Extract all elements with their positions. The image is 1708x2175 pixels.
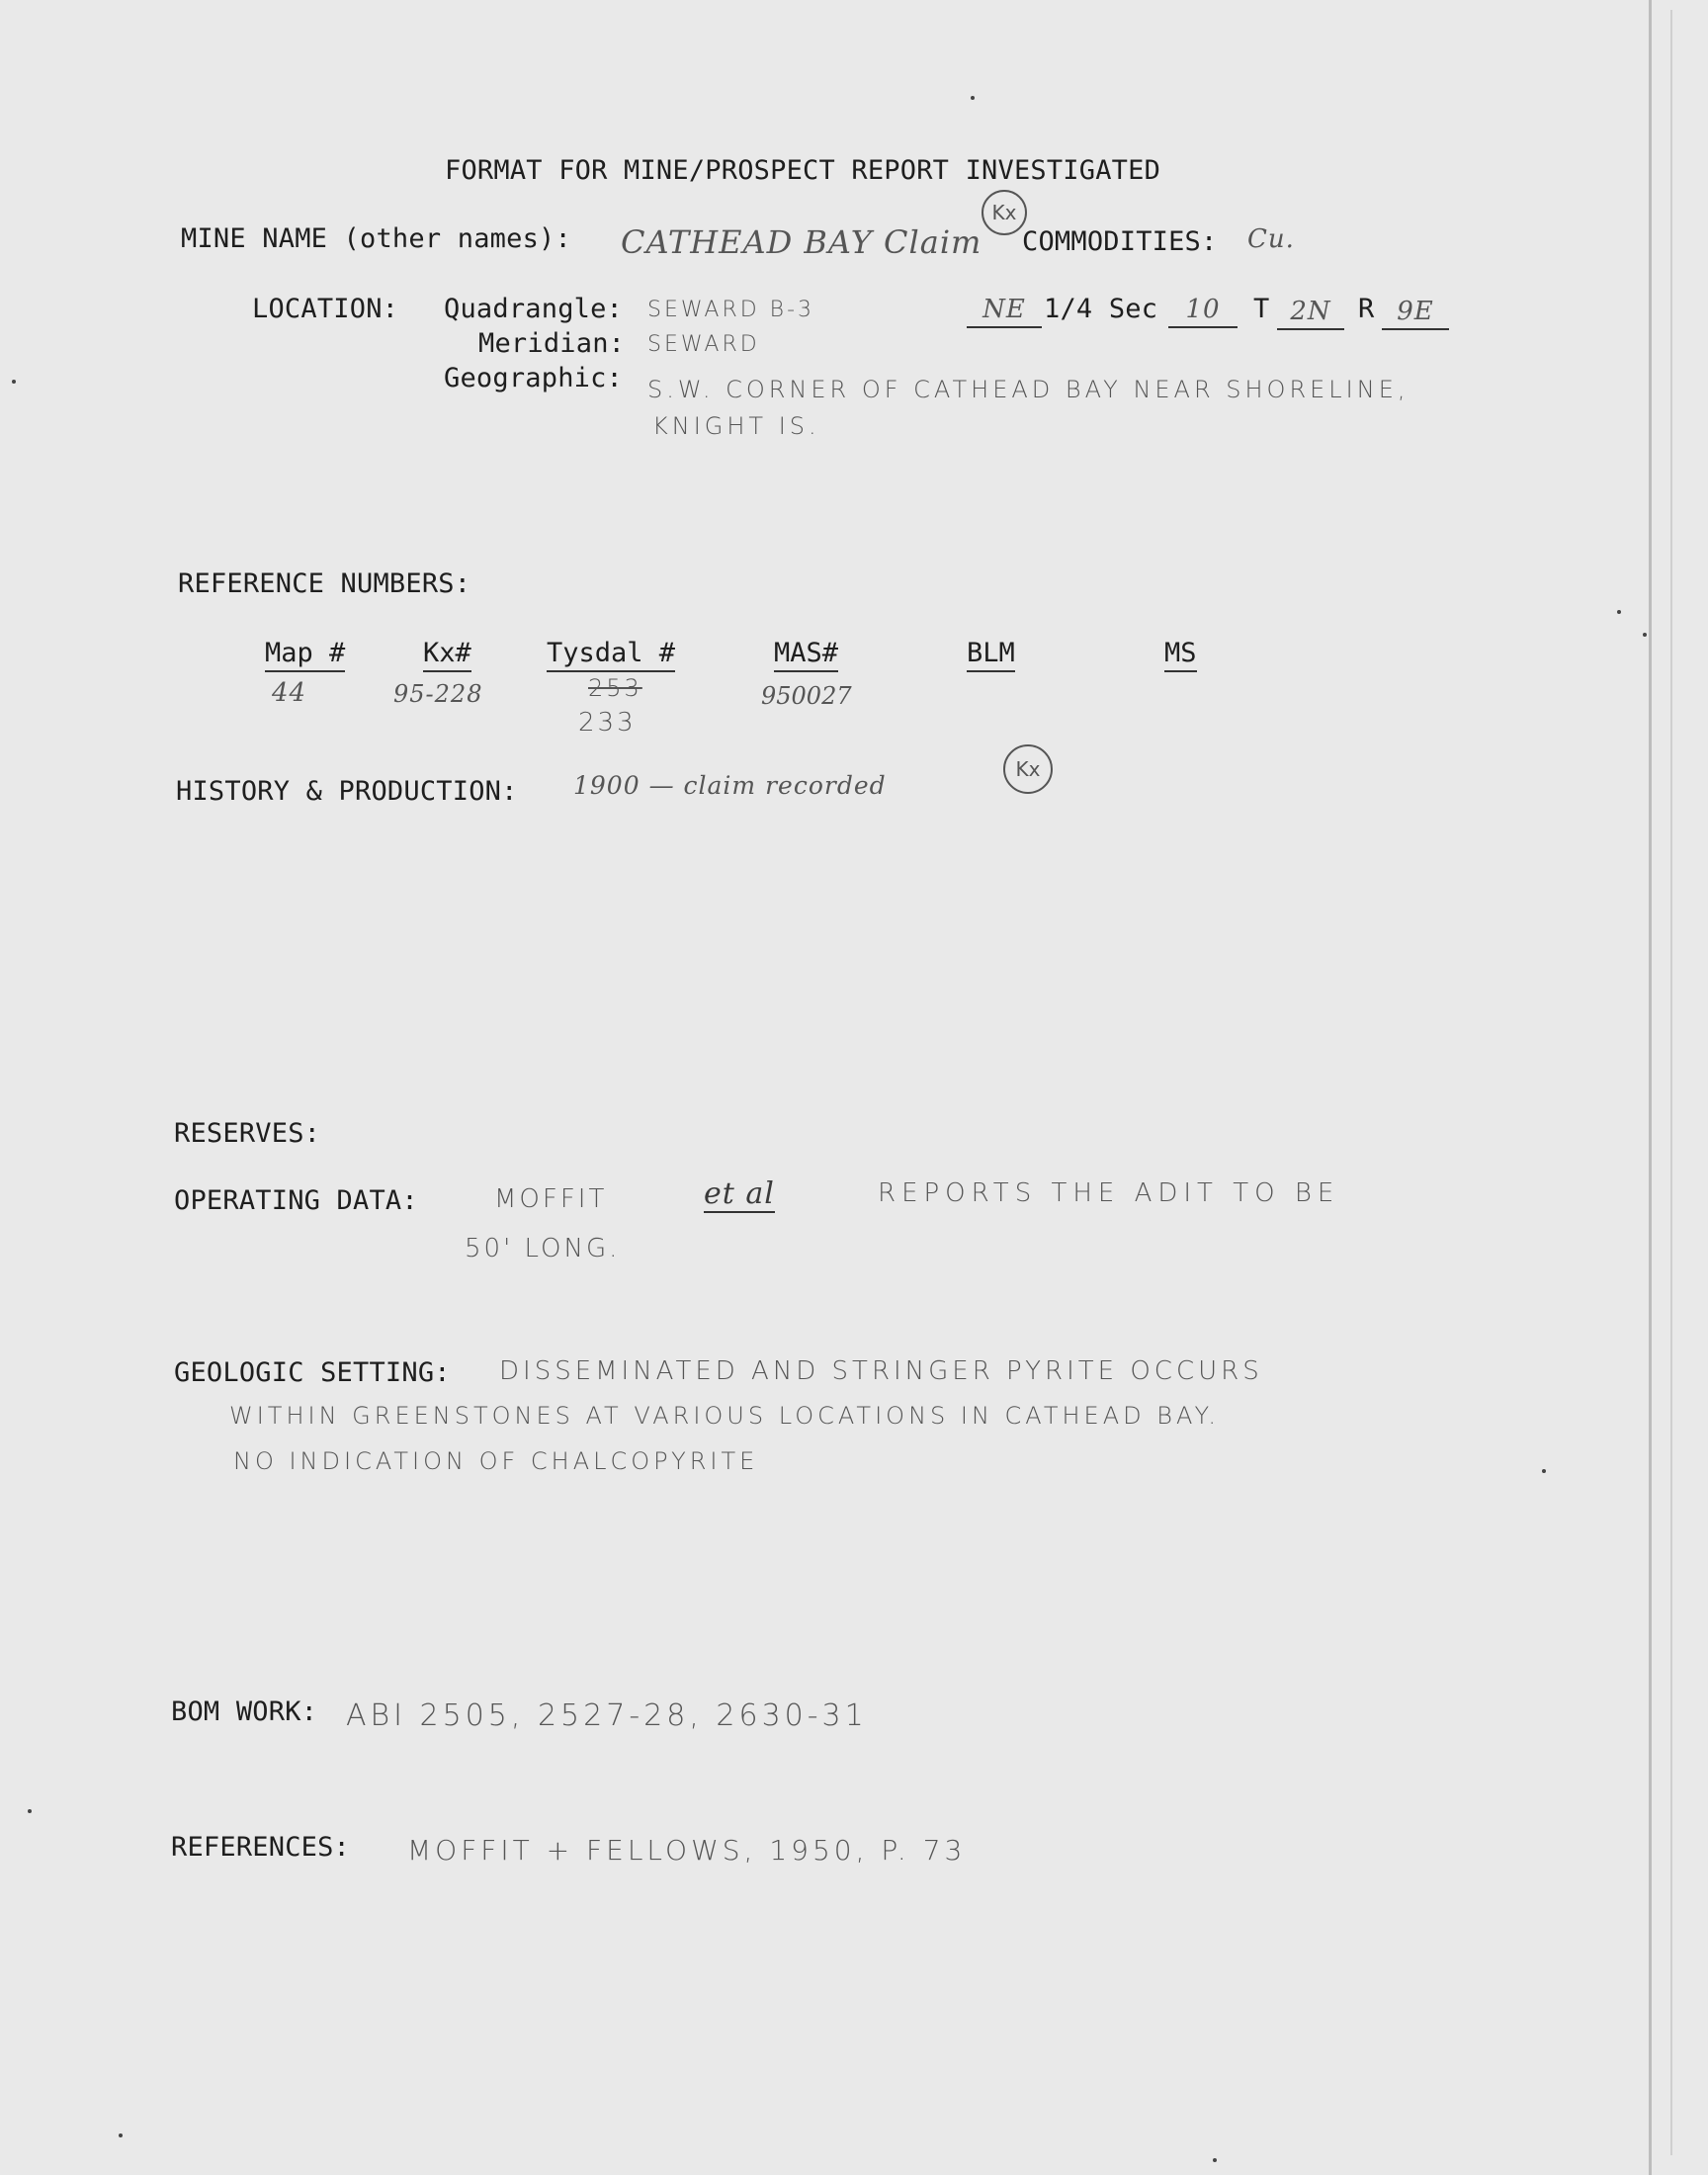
township-label: T <box>1253 294 1270 324</box>
section-value: 10 <box>1185 295 1221 324</box>
kx-source-mark: Kx <box>982 190 1027 235</box>
geographic-line-2: KNIGHT IS. <box>652 412 820 440</box>
township-blank <box>1277 297 1344 330</box>
scan-speck <box>28 1809 32 1813</box>
operating-line-1-post: REPORTS THE ADIT TO BE <box>878 1178 1340 1208</box>
geologic-line-2: WITHIN GREENSTONES AT VARIOUS LOCATIONS IN CATHEAD BAY. <box>229 1402 1220 1430</box>
quadrangle-label: Quadrangle: <box>444 294 624 324</box>
quarter-blank <box>967 295 1042 328</box>
location-label: LOCATION: <box>252 294 399 324</box>
operating-line-2: 50' LONG. <box>465 1234 621 1263</box>
col-header-mas: MAS# <box>774 638 838 672</box>
scan-speck <box>1542 1469 1546 1473</box>
mas-number-value: 950027 <box>761 682 852 710</box>
commodities-value: Cu. <box>1247 224 1295 254</box>
range-label: R <box>1358 294 1375 324</box>
col-header-kx: Kx# <box>423 638 471 672</box>
geologic-setting-label: GEOLOGIC SETTING: <box>174 1357 451 1388</box>
range-blank <box>1382 297 1449 330</box>
scan-speck <box>1213 2158 1217 2162</box>
reserves-label: RESERVES: <box>174 1118 321 1149</box>
operating-et-al: et al <box>704 1176 775 1211</box>
commodities-label: COMMODITIES: <box>1022 226 1218 257</box>
references-label: REFERENCES: <box>171 1832 351 1863</box>
geologic-line-1: DISSEMINATED AND STRINGER PYRITE OCCURS <box>499 1356 1263 1386</box>
geographic-label: Geographic: <box>444 363 624 393</box>
references-value: MOFFIT + FELLOWS, 1950, P. 73 <box>407 1834 967 1867</box>
mine-name-value: CATHEAD BAY Claim <box>621 223 982 261</box>
kx-number-value: 95-228 <box>393 680 483 708</box>
map-number-value: 44 <box>272 678 307 708</box>
tysdal-old-value: 253 <box>588 674 642 702</box>
reference-numbers-label: REFERENCE NUMBERS: <box>178 568 471 599</box>
bom-work-value: ABI 2505, 2527-28, 2630-31 <box>346 1698 868 1733</box>
meridian-label: Meridian: <box>478 328 626 359</box>
kx-source-mark-history: Kx <box>1003 744 1053 794</box>
scan-speck <box>971 96 975 100</box>
page-edge-line <box>1670 10 1672 2155</box>
scan-speck <box>119 2133 123 2137</box>
col-header-blm: BLM <box>967 638 1015 672</box>
geologic-line-3: NO INDICATION OF CHALCOPYRITE <box>233 1447 759 1475</box>
township-value: 2N <box>1290 297 1331 326</box>
scan-speck <box>12 380 16 384</box>
quarter-value: NE <box>982 295 1026 324</box>
form-title: FORMAT FOR MINE/PROSPECT REPORT INVESTIGATED <box>445 155 1161 186</box>
section-blank <box>1168 295 1238 328</box>
col-header-tysdal: Tysdal # <box>547 638 675 672</box>
bom-work-label: BOM WORK: <box>171 1696 318 1727</box>
col-header-ms: MS <box>1164 638 1197 672</box>
geographic-line-1: S.W. CORNER OF CATHEAD BAY NEAR SHORELINE, <box>647 376 1409 403</box>
col-header-map: Map # <box>265 638 345 672</box>
history-label: HISTORY & PRODUCTION: <box>176 776 518 807</box>
quadrangle-value: SEWARD B-3 <box>647 298 815 322</box>
meridian-value: SEWARD <box>647 332 760 357</box>
page-edge-line <box>1649 0 1652 2175</box>
history-value: 1900 — claim recorded <box>573 771 887 800</box>
range-value: 9E <box>1397 297 1434 326</box>
operating-line-1-pre: MOFFIT <box>494 1184 608 1214</box>
scan-speck <box>1643 633 1647 637</box>
tysdal-number-value: 233 <box>578 708 637 738</box>
scan-speck <box>1617 610 1621 614</box>
quarter-section-label: 1/4 Sec <box>1044 294 1158 324</box>
operating-data-label: OPERATING DATA: <box>174 1185 418 1216</box>
mine-name-label: MINE NAME (other names): <box>181 223 571 254</box>
